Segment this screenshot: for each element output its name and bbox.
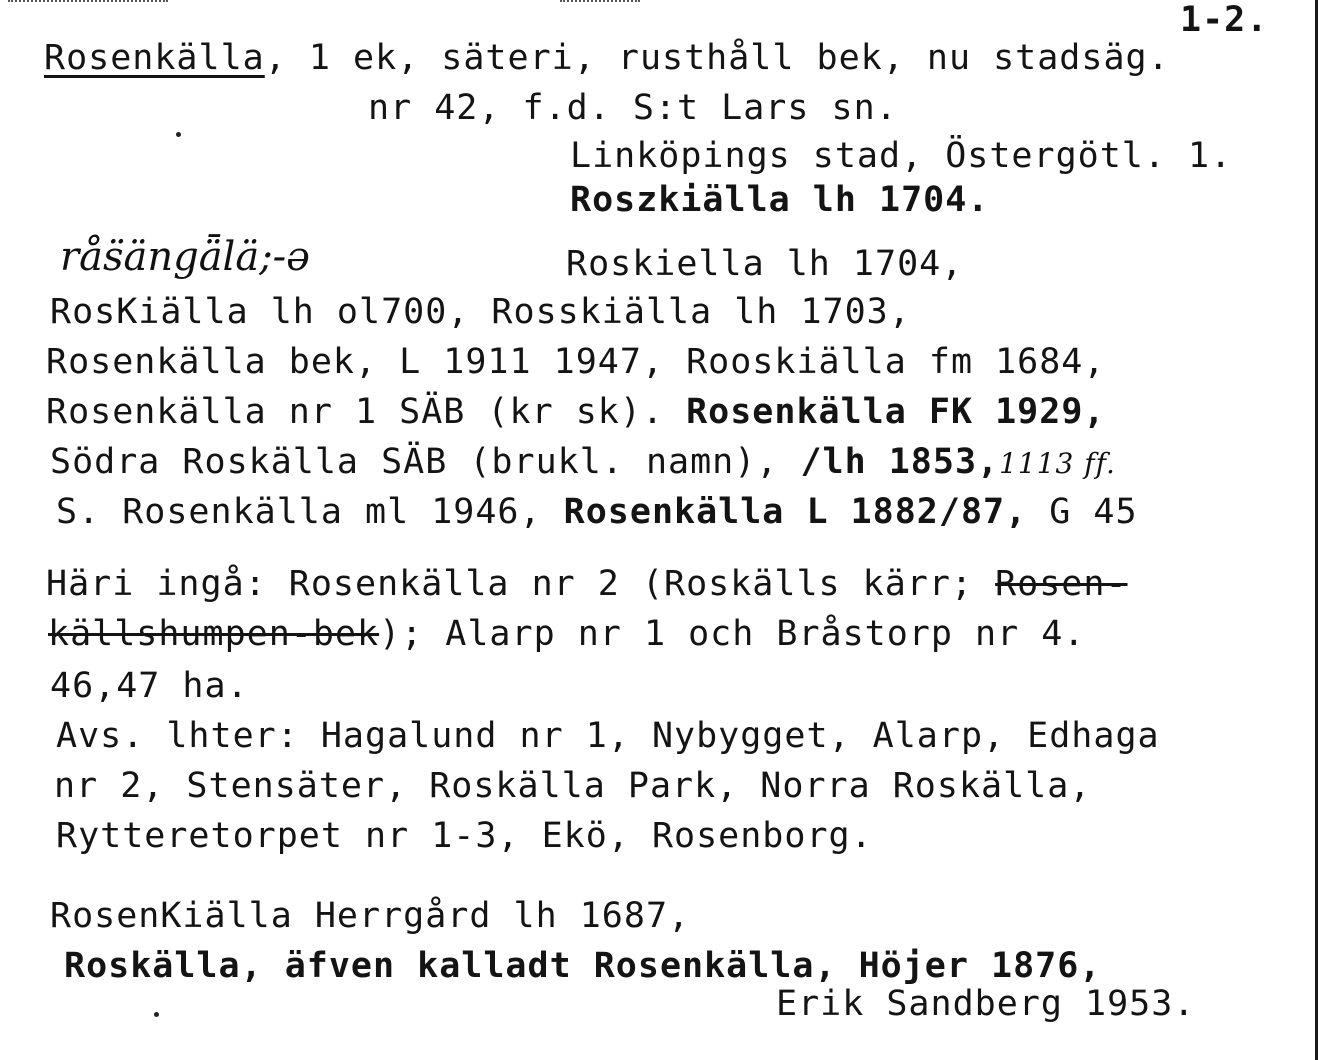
town-line: Linköpings stad, Östergötl. 1.	[570, 136, 1233, 176]
form-line-10-regular: S. Rosenkälla ml 1946,	[56, 492, 564, 532]
includes-line-2	[48, 614, 1085, 654]
card-right-edge	[1315, 0, 1318, 1060]
heading-line	[44, 38, 1170, 78]
form-line-8-regular: Rosenkälla nr 1 SÄB (kr sk).	[46, 392, 687, 432]
card-number: 1-2.	[1180, 0, 1269, 40]
hojer-line: Roskälla, äfven kalladt Rosenkälla, Höjer 1876,	[64, 946, 1102, 986]
detached-line-1: Avs. lhter: Hagalund nr 1, Nybygget, Alarp, Edhaga	[56, 716, 1160, 756]
place-name: Rosenkälla	[44, 38, 265, 78]
detached-line-2: nr 2, Stensäter, Roskälla Park, Norra Roskälla,	[54, 766, 1092, 806]
form-1704-line: Roszkiälla lh 1704.	[570, 180, 990, 220]
form-line-8	[46, 392, 1105, 432]
herrgard-line: RosenKiälla Herrgård lh 1687,	[50, 896, 691, 936]
detached-line-3: Rytteretorpet nr 1-3, Ekö, Rosenborg.	[56, 816, 873, 856]
form-line-9-handwritten: 1113 ff.	[999, 447, 1116, 480]
form-line-9-regular: Södra Roskälla SÄB (brukl. namn),	[50, 442, 801, 482]
form-line-10-bold: Rosenkälla L 1882/87,	[563, 492, 1050, 532]
form-line-8-bold: Rosenkälla FK 1929,	[686, 392, 1106, 432]
includes-line-1-struck: Rosen-	[995, 564, 1128, 604]
parish-line: nr 42, f.d. S:t Lars sn.	[368, 88, 898, 128]
includes-line-1-text: Häri ingå: Rosenkälla nr 2 (Roskälls kärr;	[46, 564, 996, 604]
ink-dot	[176, 132, 181, 137]
form-line-6: RosKiälla lh ol700, Rosskiälla lh 1703,	[50, 292, 911, 332]
form-line-5: Roskiella lh 1704,	[566, 244, 964, 284]
form-line-10	[56, 492, 1138, 532]
includes-line-2-text: ); Alarp nr 1 och Bråstorp nr 4.	[379, 614, 1086, 654]
card-top-edge-mark	[560, 0, 640, 4]
form-line-7: Rosenkälla bek, L 1911 1947, Rooskiälla fm 1684,	[46, 342, 1106, 382]
heading-rest: , 1 ek, säteri, rusthåll bek, nu stadsäg.	[264, 38, 1170, 78]
form-line-9	[50, 442, 1116, 484]
handwritten-pronunciation: rås̈ängǟlä;-ə	[60, 234, 310, 280]
sandberg-line: Erik Sandberg 1953.	[776, 984, 1196, 1024]
form-line-9-bold: /lh 1853,	[800, 442, 1000, 482]
includes-line-1	[46, 564, 1128, 604]
form-line-10-ref: G 45	[1049, 492, 1138, 532]
includes-line-2-struck: källshumpen-bek	[48, 614, 380, 654]
ink-dot-bottom	[154, 1012, 159, 1017]
card-top-edge	[8, 0, 168, 4]
area-line: 46,47 ha.	[50, 666, 249, 706]
